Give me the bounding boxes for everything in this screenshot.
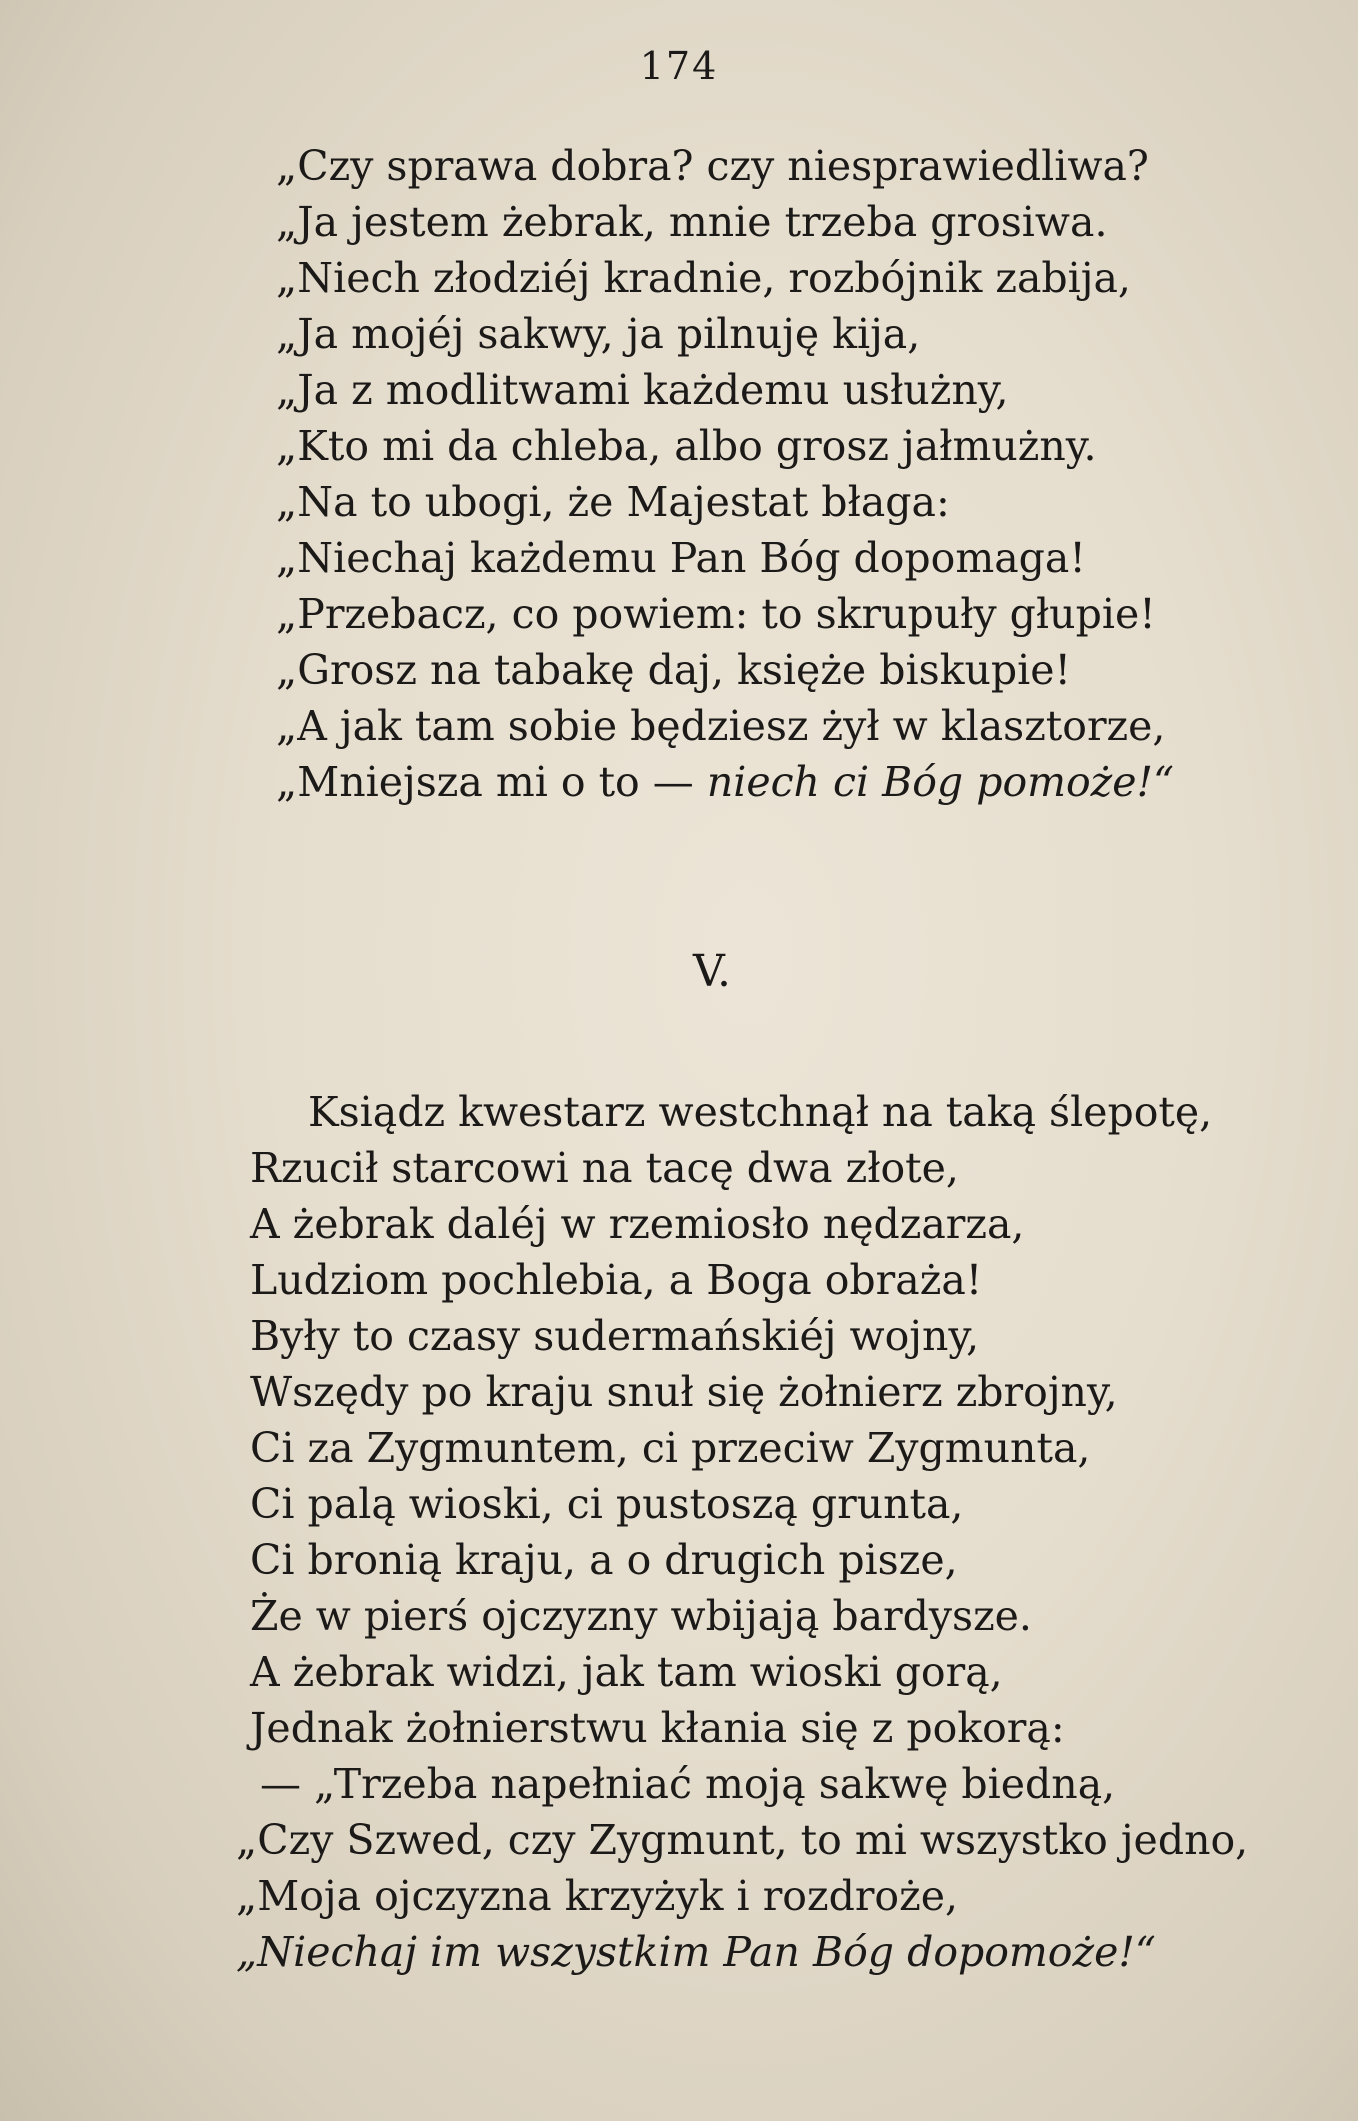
verse-line: „Ja mojéj sakwy, ja pilnuję kija,: [276, 310, 921, 358]
verse-line: — „Trzeba napełniać moją sakwę biedną,: [260, 1760, 1116, 1808]
verse-line: „Ja z modlitwami każdemu usłużny,: [276, 366, 1009, 414]
verse-line: Że w pierś ojczyzny wbijają bardysze.: [250, 1592, 1032, 1640]
verse-line: „Czy Szwed, czy Zygmunt, to mi wszystko jedno,: [236, 1816, 1249, 1864]
section-heading: V.: [692, 946, 732, 997]
verse-line: Ci bronią kraju, a o drugich pisze,: [250, 1536, 958, 1584]
verse-line: Rzucił starcowi na tacę dwa złote,: [250, 1144, 959, 1192]
verse-line: „A jak tam sobie będziesz żył w klasztorze,: [276, 702, 1166, 750]
verse-italic-ending: „Niechaj im wszystkim Pan Bóg dopomoże!“: [236, 1928, 1156, 1976]
verse-line: A żebrak widzi, jak tam wioski gorą,: [250, 1648, 1003, 1696]
verse-line: „Mniejsza mi o to — niech ci Bóg pomoże!“: [276, 758, 1174, 806]
verse-line: Ci za Zygmuntem, ci przeciw Zygmunta,: [250, 1424, 1091, 1472]
verse-line: Ci palą wioski, ci pustoszą grunta,: [250, 1480, 964, 1528]
verse-line: „Grosz na tabakę daj, księże biskupie!: [276, 646, 1071, 694]
verse-line: Wszędy po kraju snuł się żołnierz zbrojny,: [250, 1368, 1118, 1416]
verse-line: Ludziom pochlebia, a Boga obraża!: [250, 1256, 983, 1304]
verse-line: „Ja jestem żebrak, mnie trzeba grosiwa.: [276, 198, 1108, 246]
verse-italic-ending: niech ci Bóg pomoże!“: [706, 758, 1174, 806]
verse-line: „Na to ubogi, że Majestat błaga:: [276, 478, 950, 526]
verse-line: Ksiądz kwestarz westchnął na taką ślepotę,: [308, 1088, 1213, 1136]
verse-line: „Przebacz, co powiem: to skrupuły głupie!: [276, 590, 1156, 638]
verse-line: „Niechaj każdemu Pan Bóg dopomaga!: [276, 534, 1086, 582]
verse-line: Były to czasy sudermańskiéj wojny,: [250, 1312, 980, 1360]
verse-line: „Niech złodziéj kradnie, rozbójnik zabija,: [276, 254, 1131, 302]
verse-line: [236, 1928, 1156, 1976]
verse-line: „Czy sprawa dobra? czy niesprawiedliwa?: [276, 142, 1149, 190]
verse-line: „Moja ojczyzna krzyżyk i rozdroże,: [236, 1872, 959, 1920]
verse-line: „Kto mi da chleba, albo grosz jałmużny.: [276, 422, 1097, 470]
verse-line: A żebrak daléj w rzemiosło nędzarza,: [250, 1200, 1025, 1248]
verse-line: Jednak żołnierstwu kłania się z pokorą:: [250, 1704, 1065, 1752]
page-number: 174: [639, 44, 719, 88]
